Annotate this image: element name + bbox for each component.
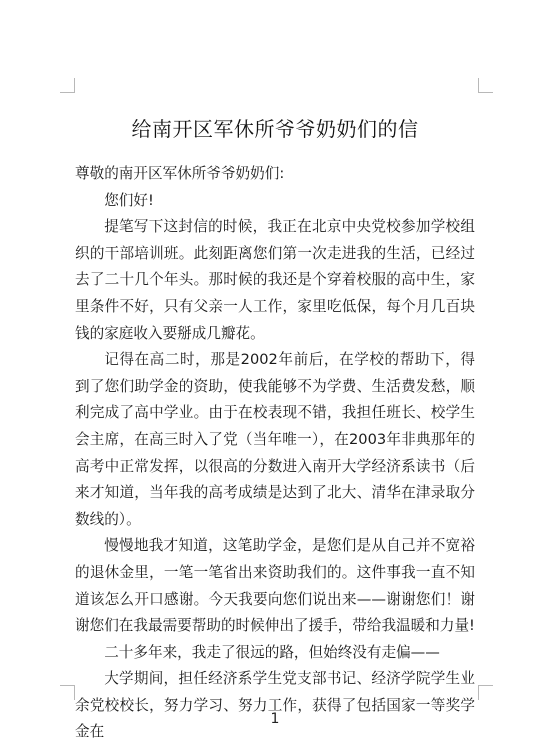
- paragraph-4: 二十多年来，我走了很远的路，但始终没有走偏——: [104, 643, 440, 661]
- crop-mark-bottom-left: [60, 685, 75, 700]
- paragraph-5: 大学期间，担任经济系学生党支部书记、经济学院学生业余党校校长，努力学习、努力工作，获得了包括国家一等奖学金在: [75, 670, 475, 741]
- greeting: 您们好!: [104, 191, 154, 209]
- crop-mark-bottom-right: [478, 685, 493, 700]
- salutation: 尊敬的南开区军休所爷爷奶奶们:: [75, 165, 285, 182]
- page-number: 1: [270, 711, 280, 727]
- letter-body: [75, 161, 475, 746]
- crop-mark-top-left: [60, 78, 75, 93]
- paragraph-2: 记得在高二时，那是2002年前后，在学校的帮助下，得到了您们助学金的资助，使我能够不为学费、生活费发愁，顺利完成了高中学业。由于在校表现不错，我担任班长、校学生会主席，在高三时入了党（当年唯一），在2003年非典那年的高考中正常发挥，以很高的分数进入南开大学经济系读书（后来才知道，当年我的高考成绩是达到了北大、清华在津录取分数线的）。: [75, 351, 475, 528]
- crop-mark-top-right: [478, 78, 493, 93]
- paragraph-1: 提笔写下这封信的时候，我正在北京中央党校参加学校组织的干部培训班。此刻距离您们第一次走进我的生活，已经过去了二十几个年头。那时候的我还是个穿着校服的高中生，家里条件不好，只有父亲一人工作，家里吃低保，每个月几百块钱的家庭收入要掰成几瓣花。: [75, 218, 475, 342]
- letter-title: 给南开区军休所爷爷奶奶们的信: [131, 117, 419, 142]
- paragraph-3: 慢慢地我才知道，这笔助学金，是您们是从自己并不宽裕的退休金里，一笔一笔省出来资助我们的。这件事我一直不知道该怎么开口感谢。今天我要向您们说出来——谢谢您们！谢谢您们在我最需要帮助的时候伸出了援手，带给我温暖和力量!: [75, 537, 475, 635]
